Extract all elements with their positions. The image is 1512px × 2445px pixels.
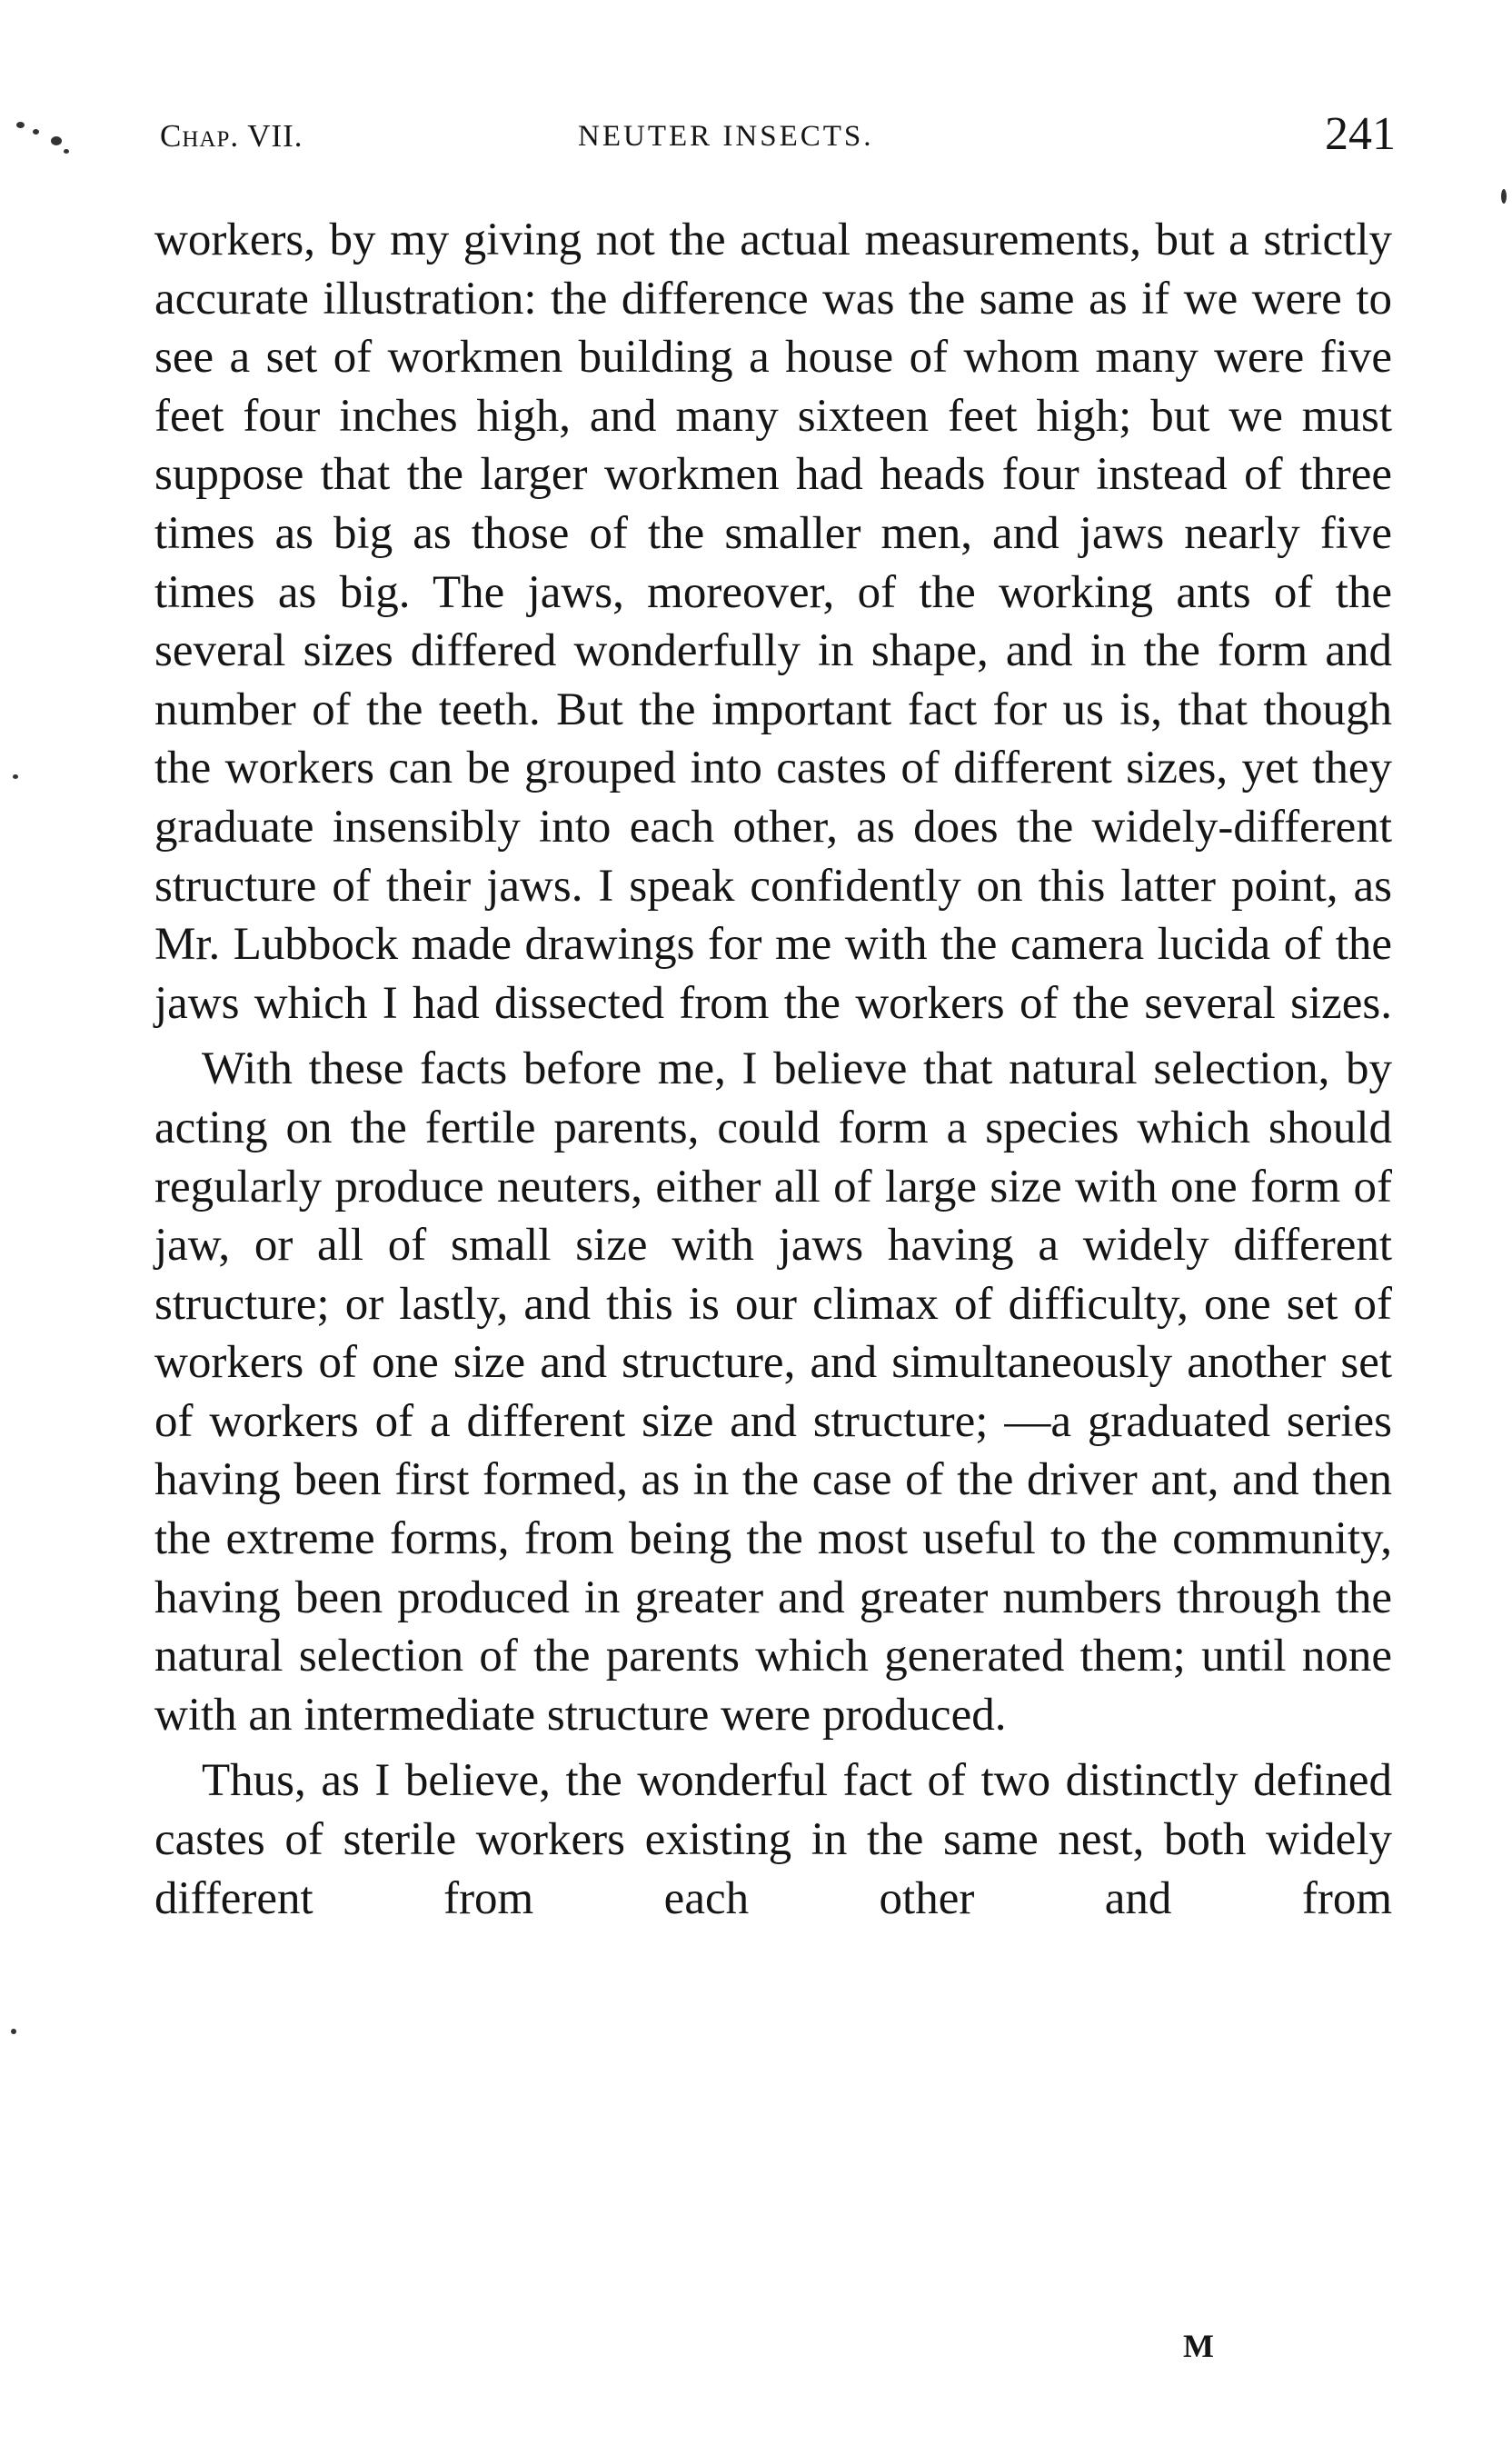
print-speck [64, 149, 69, 154]
paragraph-continued: workers, by my giving not the actual measurements, but a strictly accurate illustration: the difference was the same as if we were to see a set of workmen building a house of whom many were five feet four inches high, and many sixteen feet high; but we must suppose that the larger workmen had heads four instead of three times as big as those of the smaller men, and jaws nearly five times as big. The jaws, moreover, of the working ants of the several sizes differed wonderfully in shape, and in the form and number of the teeth. But the important fact for us is, that though the workers can be grouped into castes of different sizes, yet they graduate insensibly into each other, as does the widely-different structure of their jaws. I speak confidently on this latter point, as Mr. Lubbock made drawings for me with the camera lucida of the jaws which I had dissected from the workers of the several sizes. [154, 215, 1392, 1029]
print-speck [16, 122, 25, 128]
page-number: 241 [1325, 108, 1396, 160]
body-text [154, 211, 1392, 1928]
paragraph-natural-selection: With these facts before me, I believe that natural selection, by acting on the fertile parents, could form a species which should regularly produce neuters, either all of large size with one form of jaw, or all of small size with jaws having a widely different structure; or lastly, and this is our climax of difficulty, one set of workers of one size and structure, and simultaneously another set of workers of a different size and structure; —a graduated series having been first formed, as in the case of the driver ant, and then the extreme forms, from being the most useful to the community, having been produced in greater and greater numbers through the natural selection of the parents which generated them; until none with an intermediate structure were produced. [154, 1043, 1392, 1741]
print-speck [51, 136, 62, 145]
print-speck [11, 2029, 16, 2034]
running-title: NEUTER INSECTS. [578, 120, 874, 153]
chapter-label: Chap. VII. [160, 118, 303, 154]
print-speck [13, 774, 18, 779]
signature-mark: M [1183, 2328, 1215, 2364]
print-speck [1501, 189, 1507, 204]
running-header [160, 107, 1396, 180]
print-speck [33, 129, 39, 135]
paragraph-castes: Thus, as I believe, the wonderful fact of two distinctly defined castes of sterile workers existing in the same nest, both widely different from each other and from [154, 1755, 1392, 1924]
